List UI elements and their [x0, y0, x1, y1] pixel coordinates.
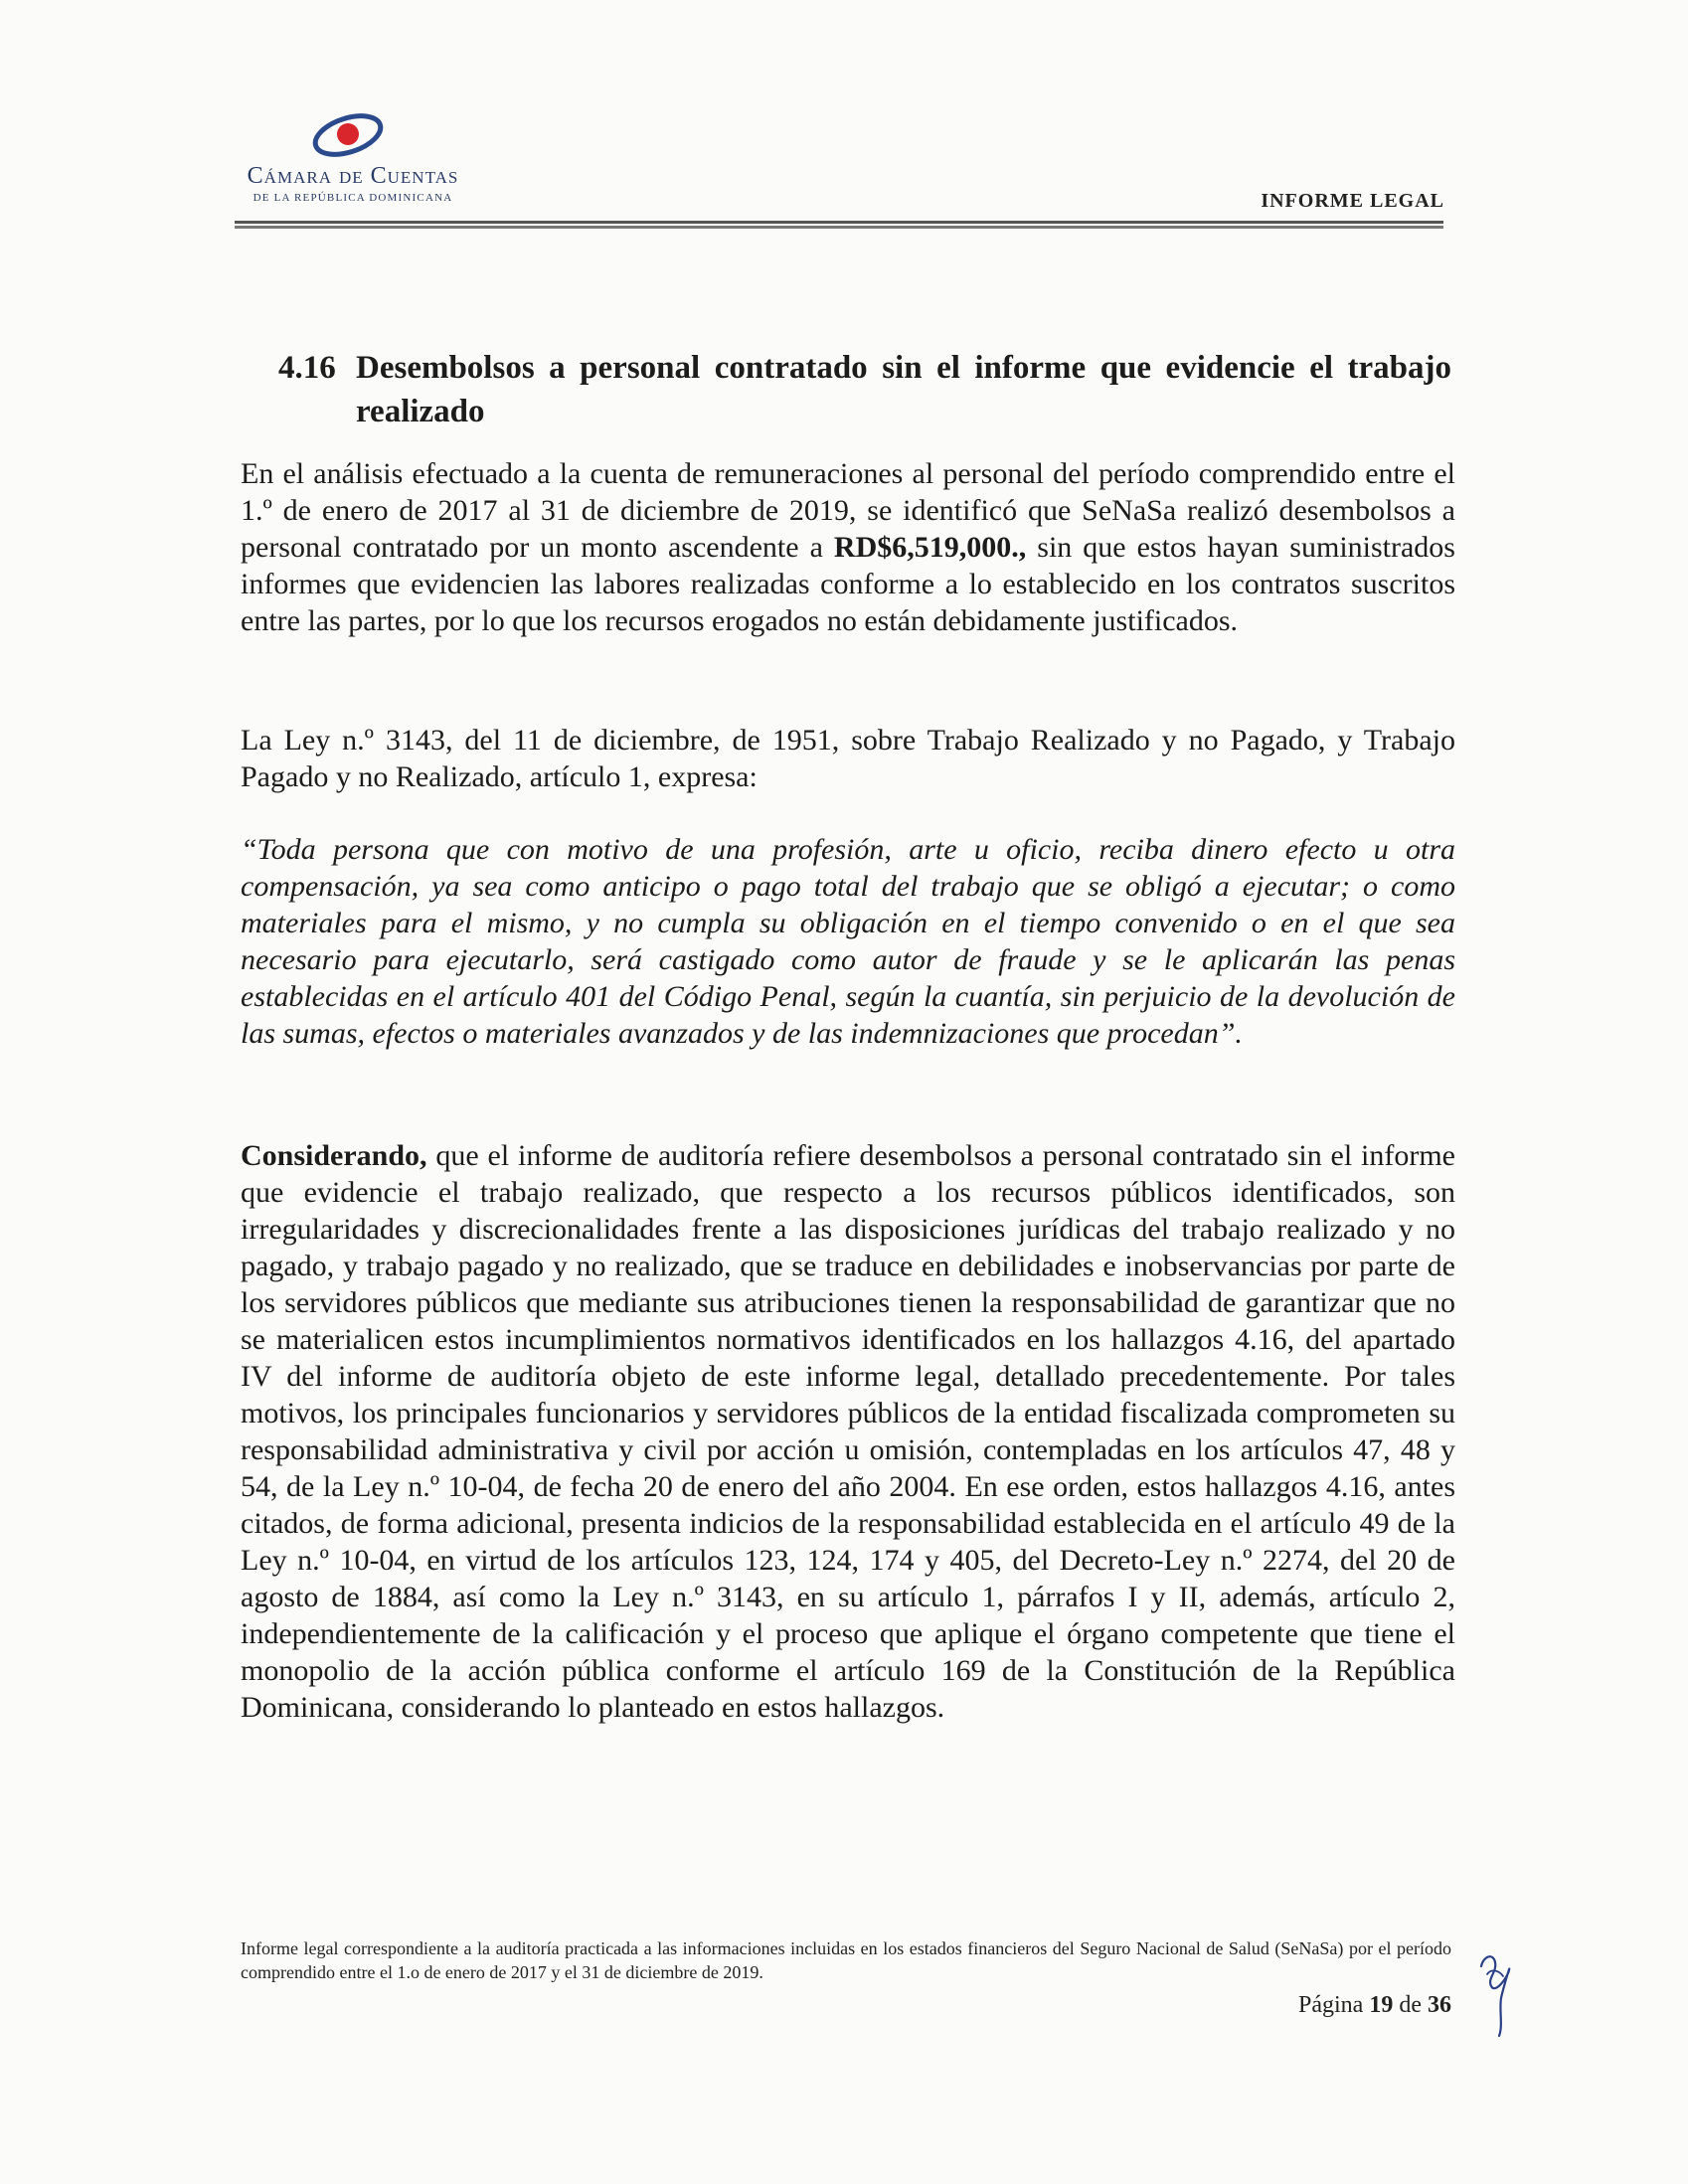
paragraph-law-reference: La Ley n.º 3143, del 11 de diciembre, de 1951, sobre Trabajo Realizado y no Pagado, y Trabajo Pagado y no Realizado, artículo 1, expresa: — [241, 724, 1455, 793]
footer-note: Informe legal correspondiente a la auditoría practicada a las informaciones incluidas en los estados financieros del Seguro Nacional de Salud (SeNaSa) por el período comprendido entre el 1.o de enero de 2017 y el 31 de diciembre de 2019. — [241, 1938, 1451, 1982]
considerando-lead: Considerando, — [241, 1139, 427, 1172]
page-current: 19 — [1369, 1992, 1394, 2018]
section-number: 4.16 — [278, 350, 336, 386]
paragraph-findings-text-start: En el análisis efectuado a la cuenta de remuneraciones al personal del período comprendido entre el 1.º de enero de 2017 al 31 de diciembre de 2019, se identificó que SeNaSa realizó desembolsos a personal contratado por un monto ascendente a — [241, 457, 1455, 564]
initials-signature-icon — [1473, 1948, 1517, 2040]
paragraph-findings-text-end: sin que estos hayan suministrados informes que evidencien las labores realizadas conforme a lo establecido en los contratos suscritos entre las partes, por lo que los recursos erogados no están debidamente justificados. — [241, 531, 1455, 637]
org-name: Cámara de Cuentas — [247, 163, 459, 189]
paragraph-findings — [241, 455, 1455, 639]
paragraph-considerando — [241, 1137, 1455, 1726]
page-number — [1298, 1992, 1451, 2019]
report-label: INFORME LEGAL — [1261, 190, 1444, 212]
header-divider — [235, 221, 1443, 229]
section-heading — [278, 346, 1451, 433]
page-middle: de — [1399, 1992, 1422, 2018]
law-quote: “Toda persona que con motivo de una profesión, arte u oficio, reciba dinero efecto u otra compensación, ya sea como anticipo o pago total del trabajo que se obligó a ejecutar; o como materiales para el mismo, y no cumpla su obligación en el tiempo convenido o en el que sea necesario para ejecutarlo, será castigado como autor de fraude y se le aplicarán las penas establecidas en el artículo 401 del Código Penal, según la cuantía, sin perjuicio de la devolución de las sumas, efectos o materiales avanzados y de las indemnizaciones que procedan”. — [241, 833, 1455, 1050]
camara-de-cuentas-logo-icon — [306, 107, 390, 167]
considerando-text: que el informe de auditoría refiere desembolsos a personal contratado sin el informe que evidencie el trabajo realizado, que respecto a los recursos públicos identificados, son irregularidades y discrecionalidades frente a las disposiciones jurídicas del trabajo realizado y no pagado, y trabajo pagado y no realizado, que se traduce en debilidades e inobservancias por parte de los servidores públicos que mediante sus atribuciones tienen la responsabilidad de garantizar que no se materialicen estos incumplimientos normativos identificados en los hallazgos 4.16, del apartado IV del informe de auditoría objeto de este informe legal, detallado precedentemente. Por tales motivos, los principales funcionarios y servidores públicos de la entidad fiscalizada comprometen su responsabilidad administrativa y civil por acción u omisión, contempladas en los artículos 47, 48 y 54, de la Ley n.º 10-04, de fecha 20 de enero del año 2004. En ese orden, estos hallazgos 4.16, antes citados, de forma adicional, presenta indicios de la responsabilidad establecida en el artículo 49 de la Ley n.º 10-04, en virtud de los artículos 123, 124, 174 y 405, del Decreto-Ley n.º 2274, del 20 de agosto de 1884, así como la Ley n.º 3143, en su artículo 1, párrafos I y II, además, artículo 2, independientemente de la calificación y el proceso que aplique el órgano competente que tiene el monopolio de la acción pública conforme el artículo 169 de la Constitución de la República Dominicana, considerando lo planteado en estos hallazgos. — [241, 1139, 1455, 1724]
amount-highlight: RD$6,519,000., — [833, 531, 1027, 564]
page-prefix: Página — [1298, 1992, 1364, 2018]
page-total: 36 — [1428, 1992, 1451, 2018]
section-title: Desembolsos a personal contratado sin el informe que evidencie el trabajo realizado — [356, 350, 1451, 429]
org-subtitle: DE LA REPÚBLICA DOMINICANA — [253, 192, 453, 204]
